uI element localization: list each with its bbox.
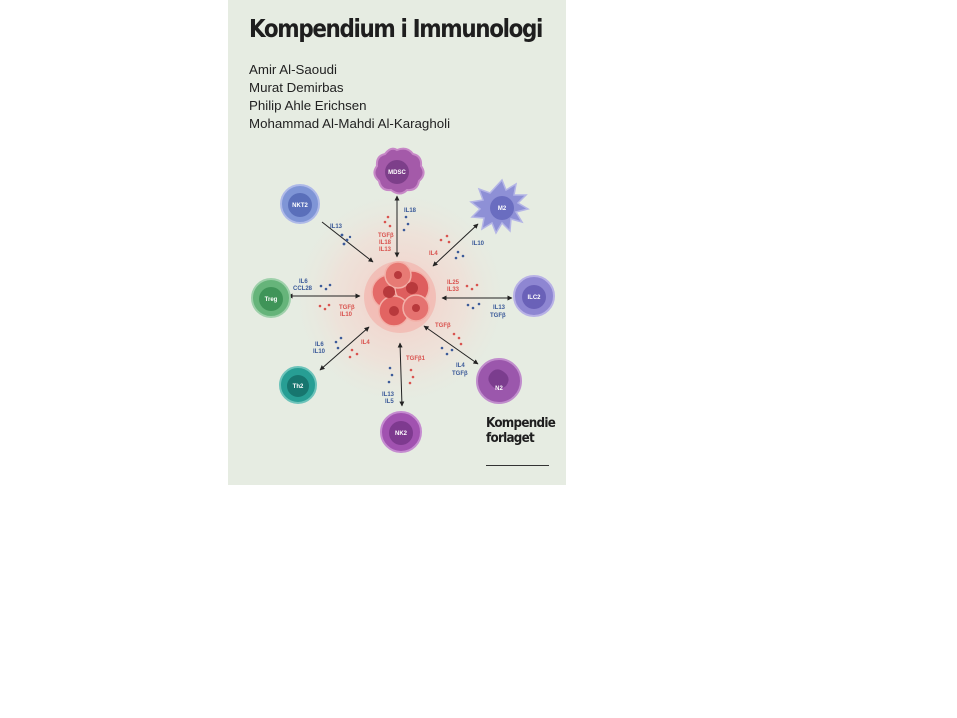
cytokine-label: IL10 xyxy=(340,312,353,318)
cytokine-label: IL10 xyxy=(313,349,326,355)
cytokine-label: IL25 xyxy=(447,280,460,286)
cell-label-m2: M2 xyxy=(497,206,507,212)
cytokine-label: IL4 xyxy=(429,251,438,257)
cell-label-ilc2: ILC2 xyxy=(527,295,541,301)
cytokine-label: CCL28 xyxy=(293,286,313,292)
cytokine-label: IL5 xyxy=(385,399,394,405)
author-name: Amir Al-Saoudi xyxy=(249,62,337,77)
cytokine-label: TGFβ xyxy=(339,305,355,311)
cell-label-n2: N2 xyxy=(495,386,503,392)
cell-label-nkt2: NKT2 xyxy=(292,203,308,209)
book-cover xyxy=(228,0,566,485)
cell-label-mdsc: MDSC xyxy=(388,170,406,176)
cytokine-label: IL13 xyxy=(493,305,506,311)
cytokine-label: IL18 xyxy=(404,208,417,214)
cell-label-nk2: NK2 xyxy=(394,431,408,437)
author-name: Philip Ahle Erichsen xyxy=(249,98,367,113)
cytokine-label: TGFβ1 xyxy=(406,356,425,362)
publisher-line-2: forlaget xyxy=(486,431,534,446)
cytokine-label: IL13 xyxy=(379,247,392,253)
cell-n2 xyxy=(477,359,521,403)
cytokine-label: TGFβ xyxy=(435,323,451,329)
cell-nk2 xyxy=(381,412,421,452)
cytokine-label: IL33 xyxy=(447,287,460,293)
cytokine-label: TGFβ xyxy=(378,233,394,239)
publisher-line-1: Kompendie xyxy=(486,416,556,431)
cell-label-treg: Treg xyxy=(264,297,278,303)
cytokine-label: IL4 xyxy=(361,340,370,346)
tumor-cluster xyxy=(364,261,436,333)
book-title: Kompendium i Immunologi xyxy=(249,14,542,43)
cytokine-label: TGFβ xyxy=(452,371,468,377)
author-name: Murat Demirbas xyxy=(249,80,344,95)
cytokine-label: TGFβ xyxy=(490,313,506,319)
publisher-divider xyxy=(486,465,549,466)
cell-th2 xyxy=(280,367,316,403)
immune-cell-diagram xyxy=(228,0,566,485)
publisher-logo xyxy=(486,416,555,446)
cytokine-label: IL6 xyxy=(315,342,324,348)
cell-treg xyxy=(252,279,290,317)
cell-ilc2 xyxy=(514,276,554,316)
cell-mdsc xyxy=(374,149,423,194)
cytokine-label: IL4 xyxy=(456,363,465,369)
cytokine-label: IL13 xyxy=(382,392,395,398)
cytokine-label: IL6 xyxy=(299,279,308,285)
cell-nkt2 xyxy=(281,185,319,223)
cytokine-label: IL10 xyxy=(472,241,485,247)
author-name: Mohammad Al-Mahdi Al-Karagholi xyxy=(249,116,451,131)
cell-label-th2: Th2 xyxy=(292,384,304,390)
cytokine-label: IL18 xyxy=(379,240,392,246)
cytokine-label: IL13 xyxy=(330,224,343,230)
